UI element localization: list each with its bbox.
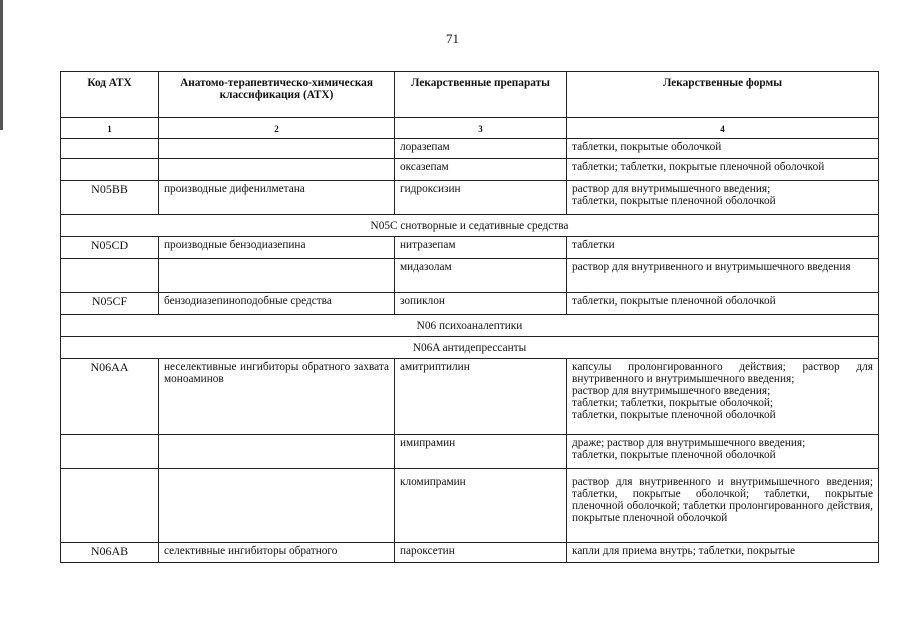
atc-code-cell xyxy=(61,139,159,159)
column-number: 3 xyxy=(395,118,567,139)
atc-code-cell: N06AA xyxy=(61,359,159,435)
table-row xyxy=(61,469,879,543)
form-line: раствор для внутримышечного введения; xyxy=(572,385,771,397)
drug-cell: оксазепам xyxy=(395,159,567,181)
page-number: 71 xyxy=(446,31,459,46)
header-dosage-forms: Лекарственные формы xyxy=(567,72,879,118)
classification-cell: производные бензодиазепина xyxy=(159,237,395,259)
table-header-row xyxy=(61,72,879,118)
form-line: раствор для внутривенного и внутримышечного введения xyxy=(572,261,851,273)
table-row xyxy=(61,181,879,215)
classification-cell xyxy=(159,139,395,159)
atc-code-cell: N05CF xyxy=(61,293,159,315)
scan-left-edge xyxy=(0,0,3,130)
form-line: таблетки, покрытые пленочной оболочкой xyxy=(572,449,776,461)
header-drugs: Лекарственные препараты xyxy=(395,72,567,118)
forms-cell xyxy=(567,181,879,215)
classification-cell: селективные ингибиторы обратного xyxy=(159,543,395,563)
classification-cell: бензодиазепиноподобные средства xyxy=(159,293,395,315)
forms-cell xyxy=(567,237,879,259)
section-heading: N06A антидепрессанты xyxy=(61,337,879,359)
form-line: раствор для внутривенного и внутримышечного введения; таблетки, покрытые оболочкой; таблетки, покрытые пленочной оболочкой; таблетки пролонгированного действия, покрытые пленочной оболочкой xyxy=(572,476,873,524)
forms-cell xyxy=(567,469,879,543)
table-row xyxy=(61,237,879,259)
table-row xyxy=(61,359,879,435)
forms-cell xyxy=(567,259,879,293)
forms-cell xyxy=(567,139,879,159)
classification-cell xyxy=(159,435,395,469)
column-number: 4 xyxy=(567,118,879,139)
form-line: драже; раствор для внутримышечного введения; xyxy=(572,437,806,449)
atc-code-cell xyxy=(61,435,159,469)
drug-cell: пароксетин xyxy=(395,543,567,563)
drug-cell: нитразепам xyxy=(395,237,567,259)
forms-cell xyxy=(567,359,879,435)
form-line: таблетки, покрытые пленочной оболочкой xyxy=(572,195,776,207)
classification-cell xyxy=(159,159,395,181)
drug-cell: зопиклон xyxy=(395,293,567,315)
form-line: таблетки; таблетки, покрытые пленочной оболочкой xyxy=(572,161,825,173)
table-row xyxy=(61,139,879,159)
atc-code-cell: N06AB xyxy=(61,543,159,563)
column-number: 1 xyxy=(61,118,159,139)
form-line: таблетки xyxy=(572,239,615,251)
classification-cell xyxy=(159,469,395,543)
drug-cell: имипрамин xyxy=(395,435,567,469)
section-row xyxy=(61,315,879,337)
classification-cell: производные дифенилметана xyxy=(159,181,395,215)
header-atc-code: Код АТХ xyxy=(61,72,159,118)
atc-code-cell: N05BB xyxy=(61,181,159,215)
section-heading: N06 психоаналептики xyxy=(61,315,879,337)
section-heading: N05C снотворные и седативные средства xyxy=(61,215,879,237)
classification-cell xyxy=(159,259,395,293)
classification-cell: неселективные ингибиторы обратного захвата моноаминов xyxy=(159,359,395,435)
table-row xyxy=(61,293,879,315)
header-classification: Анатомо-терапевтическо-химическая классификация (АТХ) xyxy=(159,72,395,118)
table-row xyxy=(61,159,879,181)
drug-cell: гидроксизин xyxy=(395,181,567,215)
form-line: раствор для внутримышечного введения; xyxy=(572,183,771,195)
form-line: капли для приема внутрь; таблетки, покрытые xyxy=(572,545,795,557)
forms-cell xyxy=(567,543,879,563)
form-line: таблетки, покрытые оболочкой xyxy=(572,141,722,153)
drug-cell: амитриптилин xyxy=(395,359,567,435)
drug-cell: мидазолам xyxy=(395,259,567,293)
form-line: таблетки; таблетки, покрытые оболочкой; xyxy=(572,397,774,409)
atc-code-cell xyxy=(61,259,159,293)
drug-cell: кломипрамин xyxy=(395,469,567,543)
forms-cell xyxy=(567,159,879,181)
form-line: капсулы пролонгированного действия; раствор для внутривенного и внутримышечного введения; xyxy=(572,361,873,385)
table-row xyxy=(61,435,879,469)
section-row xyxy=(61,337,879,359)
atc-drug-table xyxy=(60,71,879,563)
forms-cell xyxy=(567,293,879,315)
column-number-row xyxy=(61,118,879,139)
atc-code-cell xyxy=(61,159,159,181)
table-row xyxy=(61,543,879,563)
form-line: таблетки, покрытые пленочной оболочкой xyxy=(572,295,776,307)
atc-code-cell xyxy=(61,469,159,543)
forms-cell xyxy=(567,435,879,469)
table-row xyxy=(61,259,879,293)
column-number: 2 xyxy=(159,118,395,139)
drug-cell: лоразепам xyxy=(395,139,567,159)
atc-code-cell: N05CD xyxy=(61,237,159,259)
section-row xyxy=(61,215,879,237)
form-line: таблетки, покрытые пленочной оболочкой xyxy=(572,409,776,421)
